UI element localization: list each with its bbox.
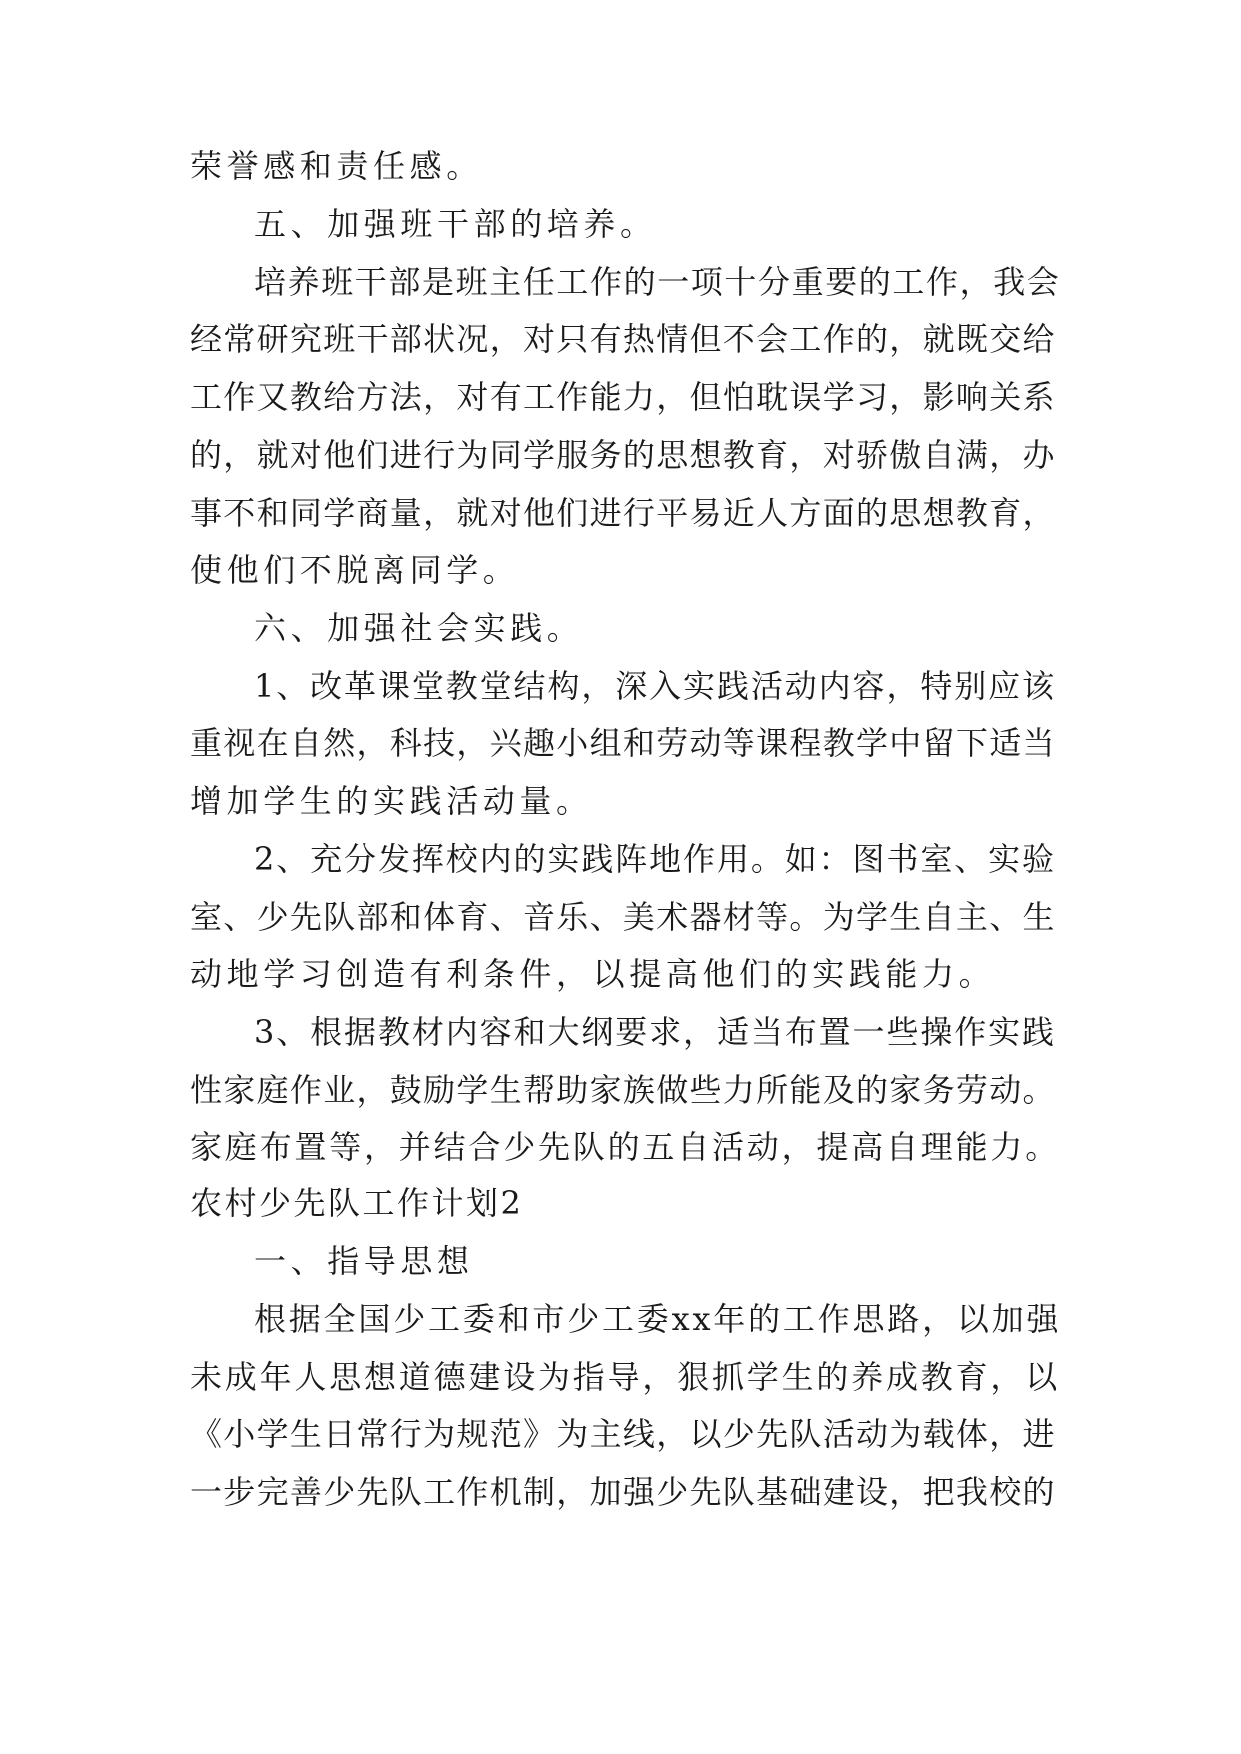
text-line: 室、少先队部和体育、音乐、美术器材等。为学生自主、生 (190, 898, 1056, 936)
text-line: 根据全国少工委和市少工委xx年的工作思路，以加强 (254, 1300, 1062, 1338)
text-line: 培养班干部是班主任工作的一项十分重要的工作，我会 (254, 263, 1061, 301)
text-line: 动地学习创造有利条件，以提高他们的实践能力。 (190, 955, 996, 993)
text-line: 的，就对他们进行为同学服务的思想教育，对骄傲自满，办 (190, 436, 1056, 474)
text-line: 3、根据教材内容和大纲要求，适当布置一些操作实践 (254, 1013, 1056, 1051)
text-line: 工作又教给方法，对有工作能力，但怕耽误学习，影响关系 (190, 378, 1056, 416)
text-line: 增加学生的实践活动量。 (190, 782, 593, 820)
section-heading: 一、指导思想 (254, 1242, 474, 1280)
text-line: 事不和同学商量，就对他们进行平易近人方面的思想教育， (190, 494, 1056, 532)
section-heading: 六、加强社会实践。 (254, 609, 584, 647)
document-subtitle: 农村少先队工作计划2 (190, 1184, 524, 1222)
text-line: 一步完善少先队工作机制，加强少先队基础建设，把我校的 (190, 1473, 1056, 1511)
text-line: 性家庭作业，鼓励学生帮助家族做些力所能及的家务劳动。 (190, 1071, 1056, 1109)
section-heading: 五、加强班干部的培养。 (254, 205, 657, 243)
text-line: 经常研究班干部状况，对只有热情但不会工作的，就既交给 (190, 320, 1056, 358)
text-line: 家庭布置等，并结合少先队的五自活动，提高自理能力。 (190, 1128, 1061, 1166)
text-line: 2、充分发挥校内的实践阵地作用。如：图书室、实验 (254, 840, 1056, 878)
text-line: 未成年人思想道德建设为指导，狠抓学生的养成教育，以 (190, 1358, 1061, 1396)
text-line: 使他们不脱离同学。 (190, 551, 520, 589)
text-line: 1、改革课堂教堂结构，深入实践活动内容，特别应该 (254, 667, 1056, 705)
text-line: 荣誉感和责任感。 (190, 147, 483, 185)
text-line: 《小学生日常行为规范》为主线，以少先队活动为载体，进 (190, 1415, 1056, 1453)
text-line: 重视在自然，科技，兴趣小组和劳动等课程教学中留下适当 (190, 724, 1056, 762)
